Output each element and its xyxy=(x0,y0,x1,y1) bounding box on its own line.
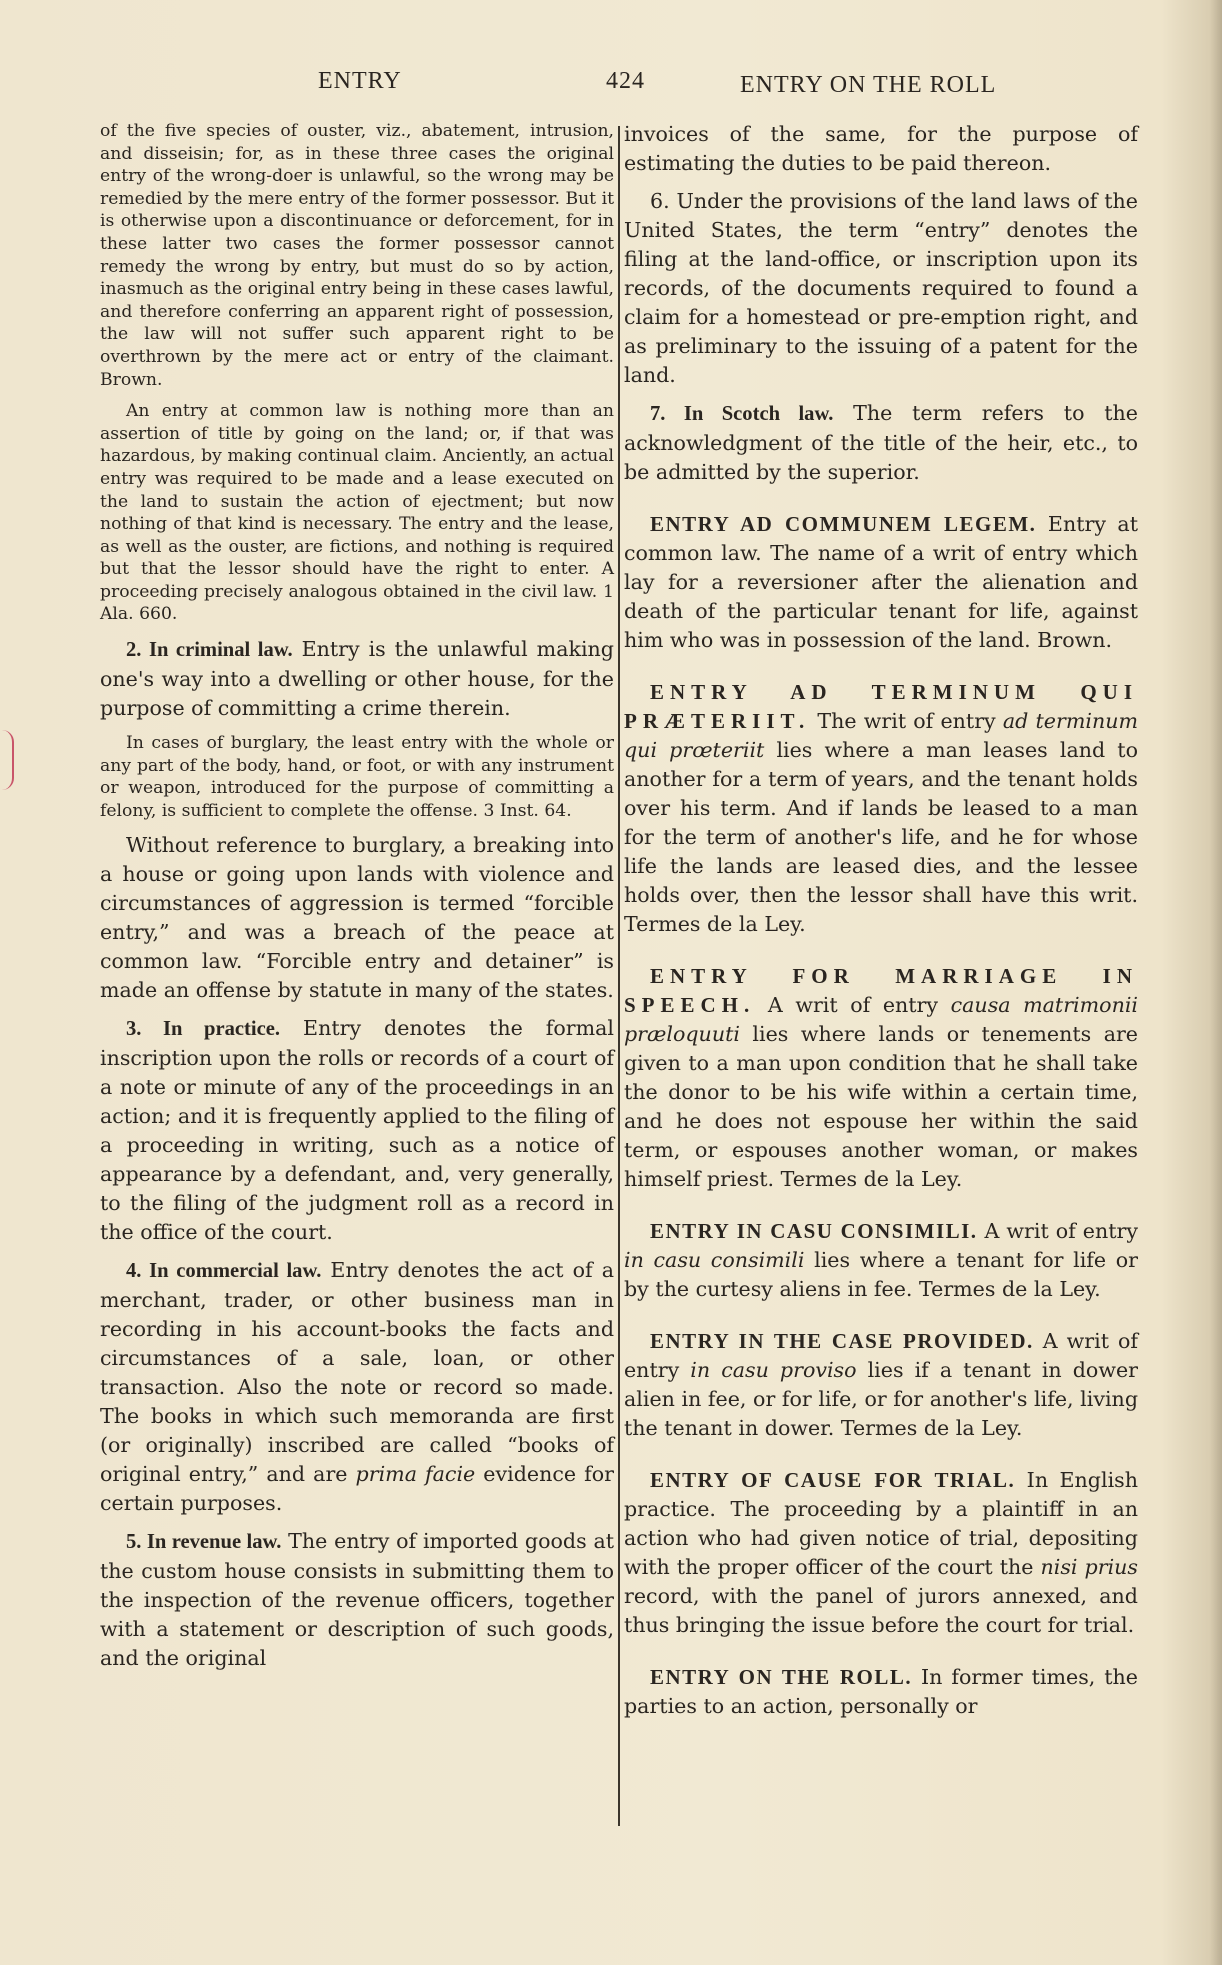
paragraph: 6. Under the provisions of the land laws of the United States, the term “entry” denotes the filing at the land-office, or inscription upon its records, of the documents required to found a claim for a homestead or pre-emption right, and as preliminary to the issuing of a patent for the land. xyxy=(624,189,1138,387)
entry-text: lies where a tenant for life or by the curtesy aliens in fee. Termes de la Ley. xyxy=(624,1248,1138,1301)
paragraph xyxy=(100,1256,614,1518)
entry-text: The writ of entry xyxy=(810,709,1003,733)
entry-text: A writ of entry xyxy=(977,1219,1138,1243)
entry-text: record, with the panel of jurors annexed, and thus bringing the issue before the court for trial. xyxy=(624,1584,1138,1637)
entry-text: In former times, the parties to an action, personally or xyxy=(624,1665,1138,1718)
header-right: ENTRY ON THE ROLL xyxy=(740,72,997,98)
section-lead: 5. In revenue law. xyxy=(126,1531,282,1554)
paragraph xyxy=(624,399,1138,487)
entry-text: A writ of entry xyxy=(624,1329,1138,1382)
entry-title: ENTRY ON THE ROLL. xyxy=(650,1665,913,1689)
paragraph: invoices of the same, for the purpose of estimating the duties to be paid thereon. xyxy=(624,122,1138,175)
section-lead: 7. In Scotch law. xyxy=(650,403,834,425)
paragraph-text: The term refers to the acknowledgment of the title of the heir, etc., to be admitted by the superior. xyxy=(624,401,1138,484)
bottom-margin xyxy=(0,1840,1222,1965)
paragraph-text: The entry of imported goods at the custom house consists in submitting them to the inspection of the revenue officers, together with a statement or description of such goods, and the original xyxy=(100,1529,614,1671)
column-divider xyxy=(618,126,620,1826)
running-header xyxy=(0,68,1222,104)
paragraph-text: Entry denotes the formal inscription upon the rolls or records of a court of a note or minute of any of the proceedings in an action; and it is frequently applied to the filing of a proceeding in writing, such as a notice of appearance by a defendant, and, very generally, to the filing of the judgment roll as a record in the office of the court. xyxy=(100,1016,614,1245)
section-lead: 3. In practice. xyxy=(126,1018,281,1041)
entry-text: lies where lands or tenements are given to a man upon condition that he shall take the donor to be his wife within a certain time, and he does not espouse her within the said term, or espouses another woman, or makes himself priest. Termes de la Ley. xyxy=(624,1022,1138,1191)
paragraph-text: Entry denotes the act of a merchant, trader, or other business man in recording in his account-books the facts and circumstances of a sale, loan, or other transaction. Also the note or record so made. The books in which such memoranda are first (or originally) inscribed are called “books of original entry,” and are xyxy=(100,1258,614,1487)
entry-text: In English practice. The proceeding by a plaintiff in an action who had given notice of trial, depositing with the proper officer of the court the xyxy=(624,1468,1138,1579)
paragraph xyxy=(100,1527,614,1673)
entry-text: Entry at common law. The name of a writ of entry which lay for a reversioner after the alienation and death of the particular tenant for life, against him who was in possession of the land. Brown. xyxy=(624,512,1138,652)
page-number: 424 xyxy=(606,68,645,94)
dictionary-entry xyxy=(624,1663,1138,1721)
entry-title: ENTRY AD COMMUNEM LEGEM. xyxy=(650,512,1037,536)
italic-term: in casu consimili xyxy=(624,1248,805,1272)
entry-title: ENTRY AD TERMINUM QUI PRÆTERIIT. xyxy=(624,680,1138,733)
section-lead: 2. In criminal law. xyxy=(126,639,293,662)
italic-term: ad terminum qui prœteriit xyxy=(624,709,1138,762)
dictionary-entry xyxy=(624,678,1138,939)
margin-mark xyxy=(2,730,14,790)
paragraph: In cases of burglary, the least entry with the whole or any part of the body, hand, or foot, or with any instrument or weapon, introduced for the purpose of committing a felony, is sufficient to complete the offense. 3 Inst. 64. xyxy=(100,733,614,821)
entry-text: lies if a tenant in dower alien in fee, or for life, or for another's life, living the tenant in dower. Termes de la Ley. xyxy=(624,1358,1138,1440)
paragraph-text: evidence for certain purposes. xyxy=(100,1462,614,1516)
left-column xyxy=(100,120,614,1682)
paragraph: Without reference to burglary, a breaking into a house or going upon lands with violence and circumstances of aggression is termed “forcible entry,” and was a breach of the peace at common law. “Forcible entry and detainer” is made an offense by statute in many of the states. xyxy=(100,833,614,1003)
header-left: ENTRY xyxy=(318,68,402,94)
section-lead: 4. In commercial law. xyxy=(126,1260,322,1283)
right-column xyxy=(624,120,1138,1730)
dictionary-entry xyxy=(624,510,1138,655)
entry-title: ENTRY FOR MARRIAGE IN SPEECH. xyxy=(624,964,1138,1017)
entry-title: ENTRY OF CAUSE FOR TRIAL. xyxy=(650,1468,1016,1492)
italic-term: in casu proviso xyxy=(690,1358,857,1382)
paragraph: An entry at common law is nothing more than an assertion of title by going on the land; or, if that was hazardous, by making continual claim. Anciently, an actual entry was required to be made and a lease executed on the land to sustain the action of ejectment; but now nothing of that kind is necessary. The entry and the lease, as well as the ouster, are fictions, and nothing is required but that the lessor should have the right to enter. A proceeding precisely analogous obtained in the civil law. 1 Ala. 660. xyxy=(100,401,614,625)
dictionary-entry xyxy=(624,1217,1138,1304)
italic-term: nisi prius xyxy=(1040,1555,1138,1579)
entry-title: ENTRY IN THE CASE PROVIDED. xyxy=(650,1329,1034,1353)
paragraph: of the five species of ouster, viz., abatement, intrusion, and disseisin; for, as in these three cases the original entry of the wrong-doer is unlawful, so the wrong may be remedied by the mere entry of the former possessor. But it is otherwise upon a discontinuance or deforcement, for in these latter two cases the former possessor cannot remedy the wrong by entry, but must do so by action, inasmuch as the original entry being in these cases lawful, and therefore conferring an apparent right of possession, the law will not suffer such apparent right to be overthrown by the mere act or entry of the claimant. Brown. xyxy=(100,121,614,390)
dictionary-entry xyxy=(624,1466,1138,1640)
entry-text: lies where a man leases land to another for a term of years, and the tenant holds over his term. And if lands be leased to a man for the term of another's life, and he for whose life the lands are leased dies, and the lessee holds over, then the lessor shall have this writ. Termes de la Ley. xyxy=(624,738,1138,936)
dictionary-entry xyxy=(624,1327,1138,1443)
paragraph xyxy=(100,635,614,723)
entry-text: A writ of entry xyxy=(755,993,951,1017)
paragraph-text: Entry is the unlawful making one's way into a dwelling or other house, for the purpose of committing a crime therein. xyxy=(100,637,614,721)
entry-title: ENTRY IN CASU CONSIMILI. xyxy=(650,1219,978,1243)
dictionary-entry xyxy=(624,962,1138,1194)
italic-term: causa matrimonii præloquuti xyxy=(624,993,1139,1046)
italic-term: prima facie xyxy=(355,1462,476,1487)
paragraph xyxy=(100,1014,614,1247)
